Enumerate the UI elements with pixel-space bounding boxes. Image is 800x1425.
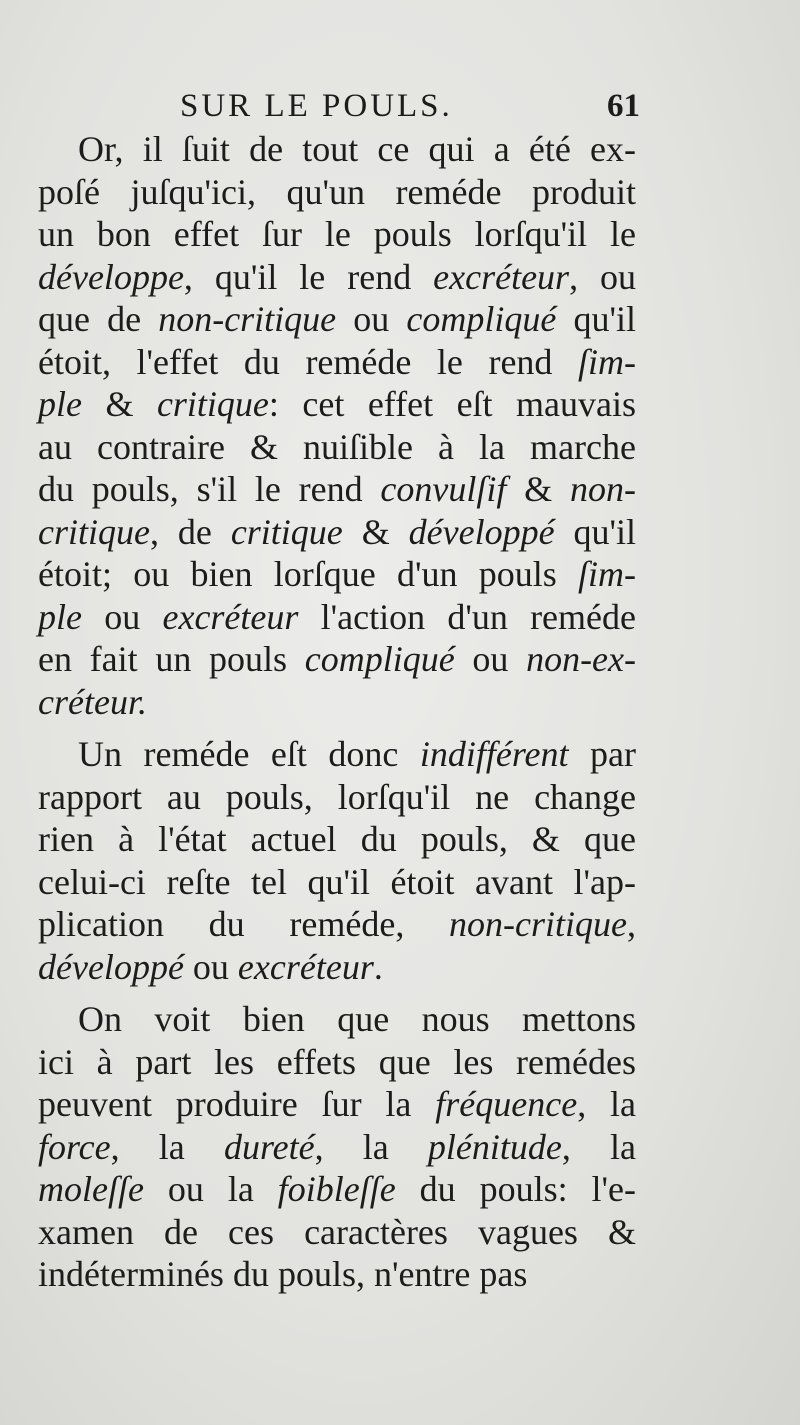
text-line	[38, 298, 636, 341]
text-segment: ou	[81, 596, 163, 637]
italic-term: compliqué	[304, 639, 455, 679]
text-line	[38, 1253, 636, 1296]
text-line	[38, 383, 636, 426]
italic-term: fréquence	[435, 1084, 578, 1124]
text-line	[38, 903, 636, 946]
text-line	[38, 553, 636, 596]
italic-term: non-ex-	[526, 639, 636, 679]
italic-term: foibleſſe	[277, 1169, 396, 1209]
text-segment: ou	[183, 946, 238, 987]
italic-term: plénitude	[427, 1126, 562, 1167]
italic-term: ſim-	[578, 554, 636, 594]
text-segment: Un reméde eſt donc	[78, 734, 420, 774]
italic-term: non-critique	[449, 904, 627, 944]
text-segment: poſé juſqu'ici, qu'un reméde produit	[38, 171, 636, 212]
text-segment: rapport au pouls, lorſqu'il ne change	[38, 776, 636, 817]
text-line	[38, 776, 636, 819]
italic-term: critique	[156, 384, 269, 424]
text-line	[38, 1126, 636, 1169]
text-segment: , la	[110, 1126, 224, 1167]
text-line	[38, 128, 636, 171]
italic-term: créteur.	[38, 681, 147, 722]
italic-term: critique	[38, 511, 150, 552]
italic-term: critique	[230, 511, 343, 552]
italic-term: ple	[38, 596, 82, 637]
text-line	[38, 1211, 636, 1254]
italic-term: ſim-	[578, 341, 636, 382]
text-segment: : cet effet eſt mauvais	[268, 384, 636, 424]
italic-term: non-critique	[158, 299, 337, 339]
text-line	[38, 596, 636, 639]
text-line	[38, 946, 636, 989]
text-segment: .	[373, 946, 383, 987]
text-segment: Or, il ſuit de tout ce qui a été ex-	[78, 129, 636, 169]
text-line	[38, 733, 636, 776]
text-line	[38, 681, 636, 724]
text-segment: étoit; ou bien lorſque d'un pouls	[38, 554, 578, 594]
text-segment: ou	[336, 299, 407, 339]
text-segment: , la	[577, 1084, 637, 1124]
text-segment: rien à l'état actuel du pouls, & que	[38, 819, 636, 859]
text-line	[38, 638, 636, 681]
text-segment: au contraire & nuiſible à la marche	[38, 426, 636, 467]
italic-term: indifférent	[419, 734, 569, 774]
text-segment: qu'il	[554, 511, 636, 552]
text-segment: , la	[561, 1126, 637, 1167]
italic-term: développé	[408, 511, 555, 552]
text-segment: un bon effet ſur le pouls lorſqu'il le	[38, 214, 636, 254]
text-segment: du pouls: l'e-	[395, 1169, 637, 1209]
text-segment: que de	[38, 299, 159, 339]
paragraph-gap	[38, 988, 636, 998]
text-line	[38, 1041, 636, 1084]
text-line	[38, 468, 636, 511]
text-line	[38, 1083, 636, 1126]
body-text	[38, 128, 636, 1296]
text-segment: celui-ci reſte tel qu'il étoit avant l'ap-	[38, 861, 636, 902]
text-segment: , ou	[569, 256, 637, 297]
italic-term: développe	[38, 256, 184, 297]
running-title: SUR LE POULS.	[180, 88, 453, 124]
text-line	[38, 171, 636, 214]
text-segment: étoit, l'effet du reméde le rend	[38, 341, 578, 382]
italic-term: non-	[569, 469, 636, 509]
text-segment: &	[342, 511, 409, 552]
text-segment: peuvent produire ſur la	[38, 1084, 436, 1124]
text-line	[38, 818, 636, 861]
text-line	[38, 998, 636, 1041]
page-number: 61	[607, 88, 640, 124]
text-line	[38, 213, 636, 256]
text-segment: ici à part les effets que les remédes	[38, 1041, 636, 1082]
italic-term: développé	[38, 946, 184, 987]
text-segment: xamen de ces caractères vagues &	[38, 1211, 636, 1252]
text-segment: &	[506, 469, 570, 509]
text-segment: On voit bien que nous mettons	[78, 999, 636, 1039]
italic-term: convulſif	[380, 469, 507, 509]
paragraph-gap	[38, 723, 636, 733]
italic-term: excréteur	[162, 596, 299, 637]
italic-term: compliqué	[406, 299, 557, 339]
text-segment: , qu'il le rend	[183, 256, 434, 297]
text-segment: , la	[314, 1126, 428, 1167]
text-line	[38, 426, 636, 469]
page-header	[180, 88, 640, 132]
text-segment: , de	[149, 511, 231, 552]
text-segment: ,	[627, 904, 636, 944]
italic-term: dureté	[223, 1126, 315, 1167]
text-segment: plication du reméde,	[38, 904, 450, 944]
italic-term: excréteur	[433, 256, 570, 297]
text-line	[38, 511, 636, 554]
text-line	[38, 341, 636, 384]
text-line	[38, 256, 636, 299]
text-segment: du pouls, s'il le rend	[38, 469, 381, 509]
italic-term: ple	[38, 384, 82, 424]
text-segment: par	[568, 734, 636, 774]
italic-term: moleſſe	[38, 1169, 144, 1209]
text-line	[38, 861, 636, 904]
text-segment: &	[81, 384, 157, 424]
text-segment: indéterminés du pouls, n'entre pas	[38, 1254, 528, 1294]
text-segment: ou la	[143, 1169, 278, 1209]
italic-term: excréteur	[237, 946, 374, 987]
text-segment: l'action d'un reméde	[298, 596, 636, 637]
text-segment: en fait un pouls	[38, 639, 305, 679]
text-line	[38, 1168, 636, 1211]
text-segment: qu'il	[556, 299, 636, 339]
text-segment: ou	[454, 639, 527, 679]
italic-term: force	[38, 1126, 111, 1167]
